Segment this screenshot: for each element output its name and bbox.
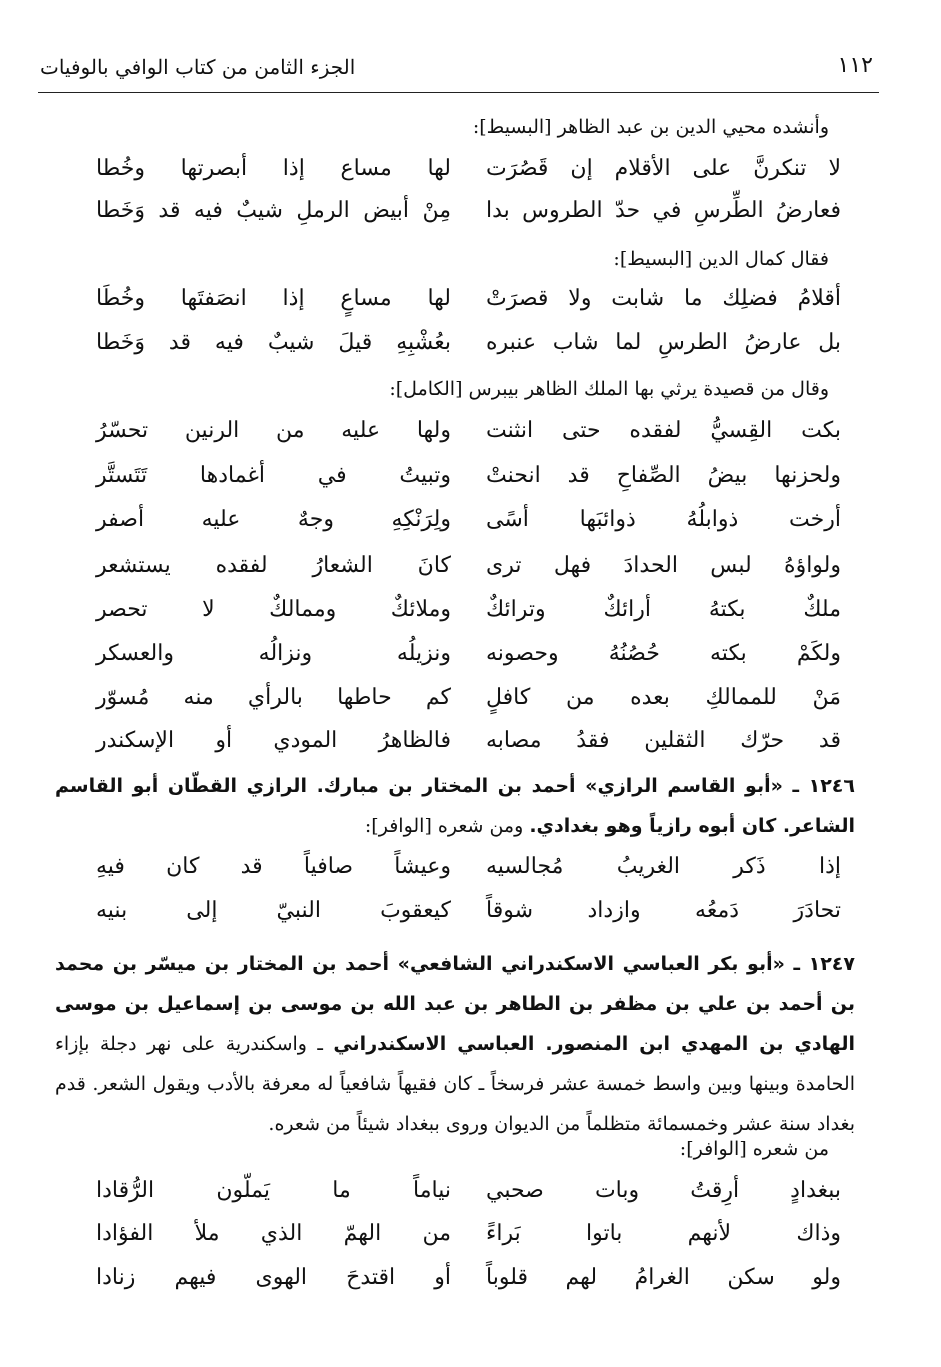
hemistich-first: ولحزنها بيضُ الصِّفاحِ قد انحنتْ bbox=[486, 463, 841, 488]
hemistich-first: مَنْ للممالكِ بعده من كافلٍ bbox=[486, 685, 841, 710]
entry-text: ـ واسكندرية على نهر دجلة بإزاء الحامدة وبينها وبين واسط خمسة عشر فرسخاً ـ كان فقيهاً شافعياً له معرفة بالأدب ويقول الشعر. قدم بغداد سنة عشر وخمسمائة متظلماً من الديوان وروى ببغداد شيئاً من شعره. bbox=[55, 1033, 855, 1135]
hemistich-second: من الهمّ الذي ملأ الفؤادا bbox=[96, 1221, 451, 1246]
verse bbox=[96, 685, 841, 721]
hemistich-first: بكت القِسيُّ لفقده حتى انثنت bbox=[486, 418, 841, 443]
verse bbox=[96, 330, 841, 366]
hemistich-first: ولكَمْ بكته حُصُنُهُ وحصونه bbox=[486, 641, 841, 666]
hemistich-first: أقلامُ فضلِك ما شابت ولا قصرَتْ bbox=[486, 286, 841, 311]
hemistich-second: كانَ الشعارُ لفقده يستشعر bbox=[96, 553, 451, 578]
hemistich-first: تحادَرَ دَمعُه وازداد شوقاً bbox=[486, 898, 841, 923]
verse bbox=[96, 854, 841, 890]
hemistich-first: إذا ذَكر الغريبُ مُجالسيه bbox=[486, 854, 841, 879]
poem-intro: وأنشده محيي الدين بن عبد الظاهر [البسيط]: bbox=[472, 116, 829, 138]
hemistich-second: فالظاهرُ المودي أو الإسكندر bbox=[96, 728, 451, 753]
hemistich-first: بل عارضُ الطرسِ لما شاب عنبره bbox=[486, 330, 841, 355]
hemistich-first: ولواؤهُ لبس الحدادَ فهل ترى bbox=[486, 553, 841, 578]
hemistich-second: وتبيتُ في أغمادها تَتَستَّر bbox=[96, 463, 451, 488]
hemistich-first: لا تنكرنَّ على الأقلام إن قَصُرَت bbox=[486, 156, 841, 181]
verse bbox=[96, 418, 841, 454]
hemistich-second: وعيشاً صافياً قد كان فيهِ bbox=[96, 854, 451, 879]
header-rule bbox=[38, 92, 879, 93]
hemistich-second: ولها عليه من الرنين تحسّرُ bbox=[96, 418, 451, 443]
hemistich-first: ملكٌ بكتهُ أرائكٌ وترائكٌ bbox=[486, 597, 841, 622]
hemistich-second: ولِرَنْكِهِ وجهٌ عليه أصفر bbox=[96, 507, 451, 532]
page-number: ١١٢ bbox=[837, 53, 873, 78]
verse bbox=[96, 198, 841, 234]
hemistich-second: لها مساعٍ إذا انصَفتَها وخُطَا bbox=[96, 286, 451, 311]
hemistich-second: نياماً ما يَملّون الرُّقادا bbox=[96, 1178, 451, 1203]
poem-intro: من شعره [الوافر]: bbox=[679, 1138, 829, 1160]
verse bbox=[96, 507, 841, 543]
biography-entry-1246 bbox=[55, 766, 855, 846]
entry-heading: ١٢٤٦ ـ «أبو القاسم الرازي» أحمد بن المختار بن مبارك. الرازي القطّان أبو القاسم الشاعر. كان أبوه رازياً وهو بغدادي. bbox=[55, 775, 855, 837]
verse bbox=[96, 553, 841, 589]
entry-text: ومن شعره [الوافر]: bbox=[364, 815, 530, 837]
hemistich-first: ببغدادٍ أرِقتُ وبات صحبي bbox=[486, 1178, 841, 1203]
hemistich-first: ولو سكن الغرامُ لهم قلوباً bbox=[486, 1265, 841, 1290]
hemistich-second: وملائكٌ وممالكٌ لا تحصر bbox=[96, 597, 451, 622]
hemistich-second: كيعقوبَ النبيّ إلى بنيه bbox=[96, 898, 451, 923]
verse bbox=[96, 641, 841, 677]
hemistich-second: ونزيلُه ونزالُه والعسكر bbox=[96, 641, 451, 666]
verse bbox=[96, 597, 841, 633]
running-header: الجزء الثامن من كتاب الوافي بالوفيات bbox=[40, 55, 356, 79]
verse bbox=[96, 463, 841, 499]
verse bbox=[96, 728, 841, 764]
hemistich-second: كم حاطها بالرأي منه مُسوّر bbox=[96, 685, 451, 710]
verse bbox=[96, 1178, 841, 1214]
hemistich-second: أو اقتدحَ الهوى فيهم زنادا bbox=[96, 1265, 451, 1290]
hemistich-first: أرخت ذوابلُهُ ذوائبَها أسًى bbox=[486, 507, 841, 532]
biography-entry-1247 bbox=[55, 944, 855, 1144]
hemistich-first: فعارضُ الطِّرسِ في حدّ الطروس بدا bbox=[486, 198, 841, 223]
hemistich-first: قد حرّك الثقلين فقدُ مصابه bbox=[486, 728, 841, 753]
entry-heading: ١٢٤٧ ـ «أبو بكر العباسي الاسكندراني الشافعي» أحمد بن المختار بن ميسّر بن محمد بن أحمد بن علي بن مظفر بن الطاهر بن عبد الله بن موسى بن إسماعيل بن موسى الهادي بن المهدي ابن المنصور. العباسي الاسكندراني bbox=[55, 953, 855, 1055]
verse bbox=[96, 1265, 841, 1301]
verse bbox=[96, 898, 841, 934]
hemistich-second: لها مساع إذا أبصرتها وخُطا bbox=[96, 156, 451, 181]
verse bbox=[96, 286, 841, 322]
verse bbox=[96, 1221, 841, 1257]
poem-intro: فقال كمال الدين [البسيط]: bbox=[613, 248, 829, 270]
poem-intro: وقال من قصيدة يرثي بها الملك الظاهر بيبرس [الكامل]: bbox=[389, 378, 829, 400]
hemistich-first: وذاك لأنهم باتوا بَراءً bbox=[486, 1221, 841, 1246]
verse bbox=[96, 156, 841, 192]
hemistich-second: بعُشْبِهِ قيلَ شيبٌ فيه قد وَخَطا bbox=[96, 330, 451, 355]
hemistich-second: مِنْ أبيض الرملِ شيبٌ فيه قد وَخَطا bbox=[96, 198, 451, 223]
